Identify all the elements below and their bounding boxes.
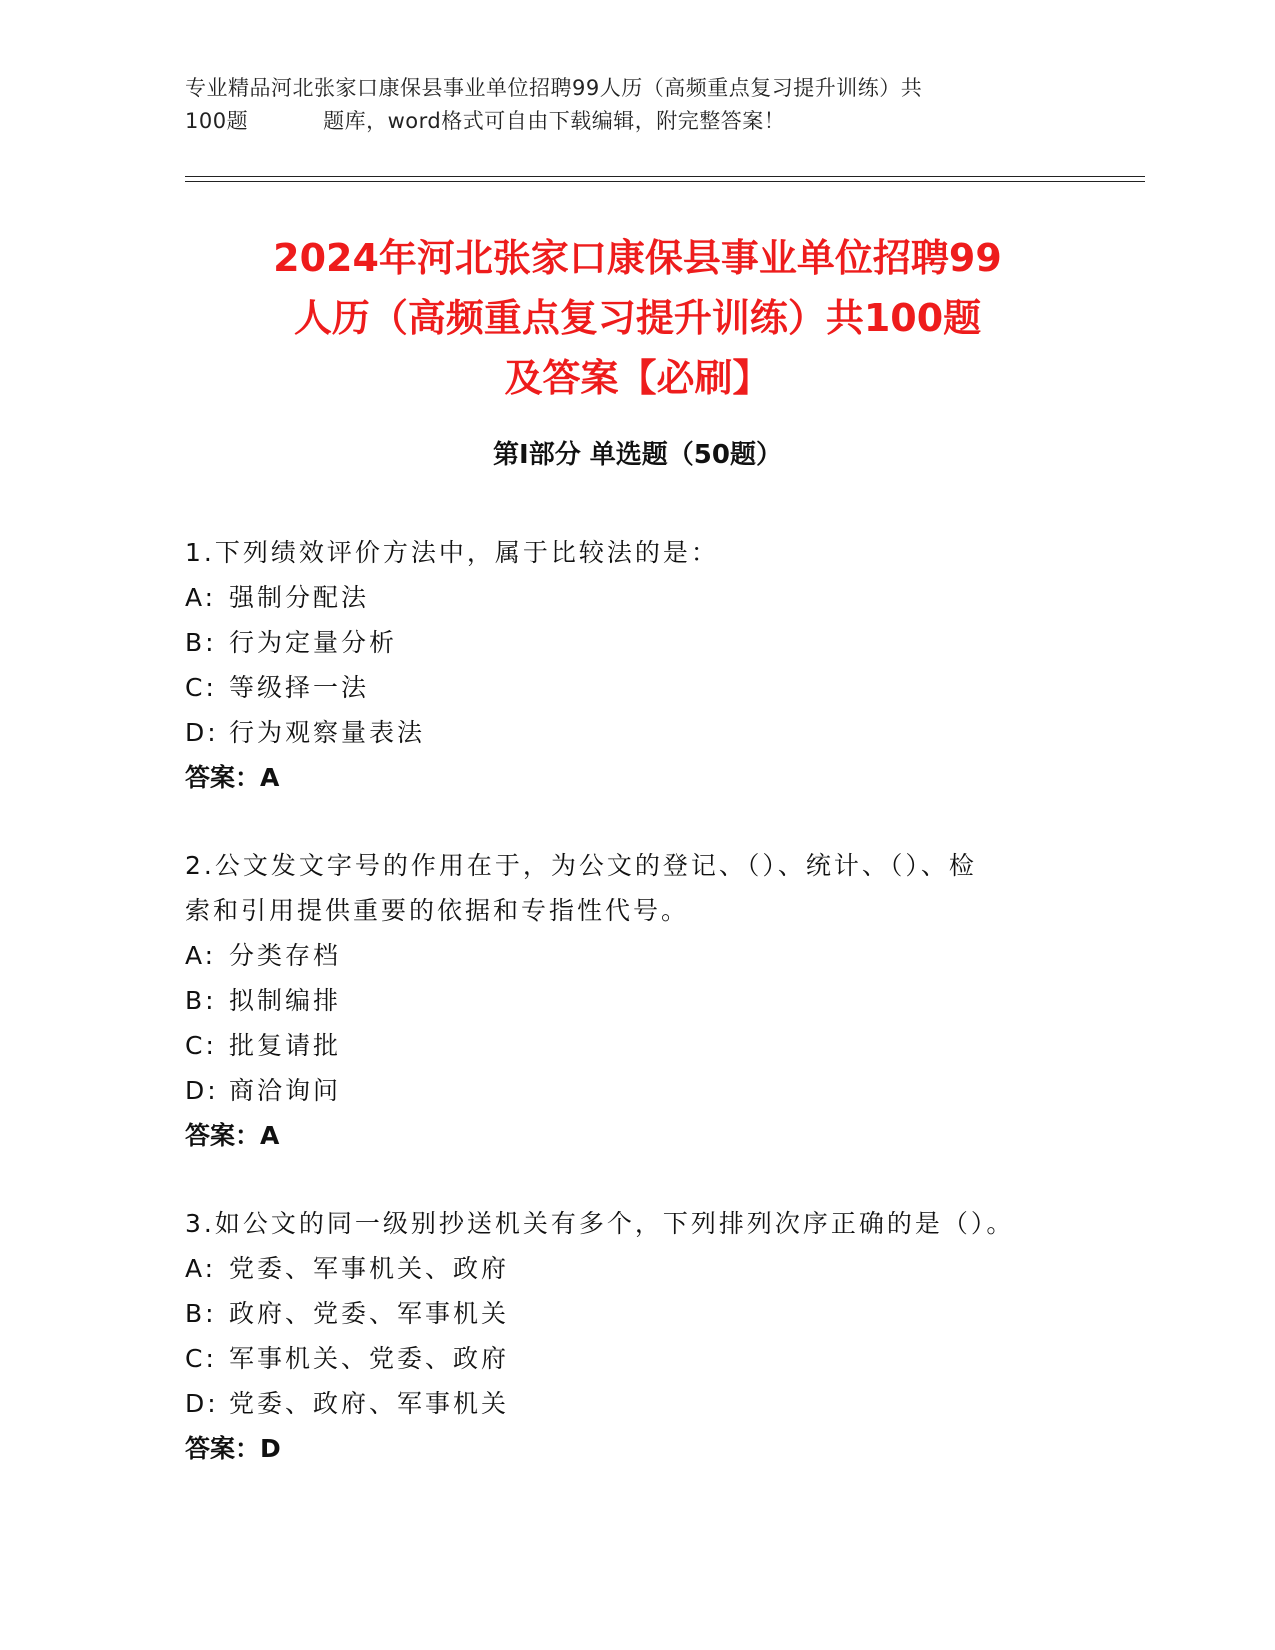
- option-d: [185, 1068, 1055, 1113]
- title-line-2: 人历（高频重点复习提升训练）共100题: [293, 296, 982, 340]
- option-key: D:: [185, 1389, 219, 1418]
- option-key: C:: [185, 673, 217, 702]
- option-d: [185, 1381, 1055, 1426]
- option-key: D:: [185, 718, 219, 747]
- title-line-3: 及答案【必刷】: [504, 356, 771, 400]
- header-line-2: [185, 105, 1065, 138]
- question-stem-line-2: 索和引用提供重要的依据和专指性代号。: [185, 896, 690, 925]
- answer: 答案：D: [185, 1434, 281, 1463]
- option-a: [185, 933, 1055, 978]
- answer: 答案：A: [185, 1121, 280, 1150]
- option-c: [185, 665, 1055, 710]
- option-text: 党委、军事机关、政府: [229, 1254, 510, 1283]
- option-c: [185, 1023, 1055, 1068]
- section-title: 第Ⅰ部分 单选题（50题）: [493, 440, 782, 470]
- question-3: [185, 1201, 1055, 1471]
- option-b: [185, 620, 1055, 665]
- option-text: 军事机关、党委、政府: [229, 1344, 510, 1373]
- option-key: C:: [185, 1031, 217, 1060]
- option-text: 批复请批: [229, 1031, 342, 1060]
- option-key: C:: [185, 1344, 217, 1373]
- option-text: 拟制编排: [229, 986, 342, 1015]
- option-key: A:: [185, 941, 217, 970]
- option-text: 党委、政府、军事机关: [229, 1389, 510, 1418]
- option-text: 等级择一法: [229, 673, 370, 702]
- option-key: A:: [185, 1254, 217, 1283]
- option-key: A:: [185, 583, 217, 612]
- question-stem-line-1: 2.公文发文字号的作用在于，为公文的登记、（）、统计、（）、检: [185, 851, 977, 880]
- option-b: [185, 978, 1055, 1023]
- option-d: [185, 710, 1055, 755]
- option-key: B:: [185, 628, 217, 657]
- document-title: [150, 228, 1125, 408]
- page-header: [185, 72, 1065, 138]
- option-text: 商洽询问: [229, 1076, 342, 1105]
- answer: 答案：A: [185, 763, 280, 792]
- question-stem: 1.下列绩效评价方法中，属于比较法的是：: [185, 538, 719, 567]
- option-a: [185, 575, 1055, 620]
- option-key: B:: [185, 986, 217, 1015]
- option-text: 行为观察量表法: [229, 718, 426, 747]
- header-divider-bottom: [185, 181, 1145, 182]
- option-c: [185, 1336, 1055, 1381]
- question-1: [185, 530, 1055, 800]
- header-count: 100题: [185, 109, 249, 133]
- option-text: 政府、党委、军事机关: [229, 1299, 510, 1328]
- option-key: B:: [185, 1299, 217, 1328]
- option-key: D:: [185, 1076, 219, 1105]
- header-note: 题库，word格式可自由下载编辑，附完整答案！: [323, 109, 786, 133]
- title-line-1: 2024年河北张家口康保县事业单位招聘99: [273, 236, 1002, 280]
- option-text: 分类存档: [229, 941, 342, 970]
- option-a: [185, 1246, 1055, 1291]
- option-text: 行为定量分析: [229, 628, 398, 657]
- header-divider-top: [185, 176, 1145, 177]
- header-line-1: 专业精品河北张家口康保县事业单位招聘99人历（高频重点复习提升训练）共: [185, 76, 923, 100]
- option-b: [185, 1291, 1055, 1336]
- question-2: [185, 843, 1055, 1158]
- option-text: 强制分配法: [229, 583, 370, 612]
- question-stem: 3.如公文的同一级别抄送机关有多个，下列排列次序正确的是（）。: [185, 1209, 1015, 1238]
- question-list: [185, 530, 1055, 1514]
